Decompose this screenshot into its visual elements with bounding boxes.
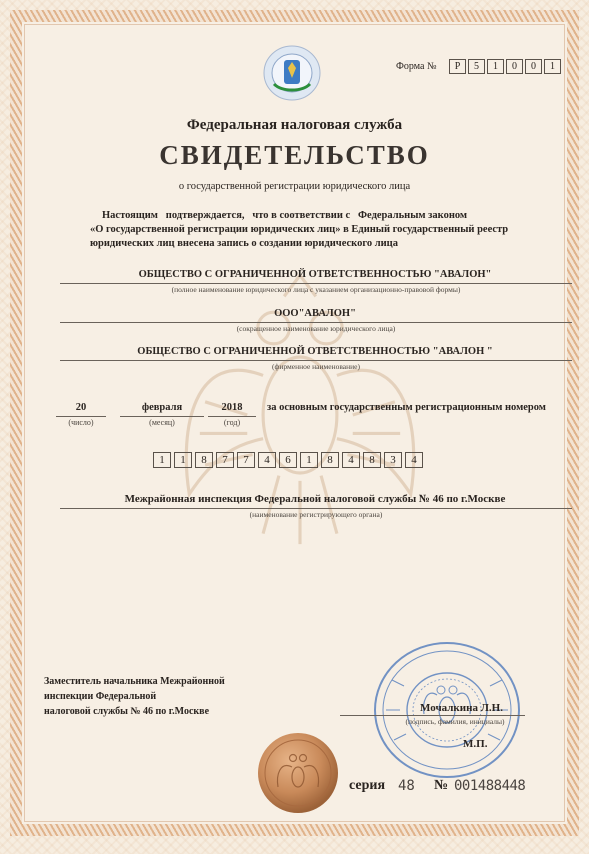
ogrn-number-boxes bbox=[153, 452, 426, 468]
date-year: 2018 bbox=[221, 402, 243, 413]
ogrn-digit: 7 bbox=[216, 452, 234, 468]
ogrn-digit: 4 bbox=[258, 452, 276, 468]
series-number: 001488448 bbox=[454, 778, 526, 794]
agency-name: Федеральная налоговая служба bbox=[186, 117, 403, 133]
form-code-digit: Р bbox=[449, 59, 466, 74]
entity-full-name: ОБЩЕСТВО С ОГРАНИЧЕННОЙ ОТВЕТСТВЕННОСТЬЮ "АВАЛОН" bbox=[138, 269, 492, 280]
page-title: СВИДЕТЕЛЬСТВО bbox=[159, 140, 430, 170]
day-caption: (число) bbox=[68, 418, 94, 427]
year-underline bbox=[208, 416, 256, 417]
ogrn-digit: 8 bbox=[195, 452, 213, 468]
body-line-2: «О государственной регистрации юридических лиц» в Единый государственный реестр bbox=[90, 224, 509, 235]
ogrn-digit: 8 bbox=[363, 452, 381, 468]
month-underline bbox=[120, 416, 204, 417]
ogrn-prefix-text: за основным государственным регистрационным номером bbox=[267, 402, 546, 413]
copper-seal-icon bbox=[256, 731, 340, 815]
signature-underline bbox=[340, 715, 525, 716]
form-code-digit: 0 bbox=[506, 59, 523, 74]
ogrn-digit: 8 bbox=[321, 452, 339, 468]
form-code-digit: 5 bbox=[468, 59, 485, 74]
form-label: Форма № bbox=[396, 61, 437, 72]
entity-short-name: ООО"АВАЛОН" bbox=[274, 308, 356, 319]
date-day: 20 bbox=[75, 402, 87, 413]
registering-authority: Межрайонная инспекция Федеральной налоговой службы № 46 по г.Москве bbox=[124, 493, 506, 505]
ogrn-digit: 1 bbox=[300, 452, 318, 468]
body-line-1: Настоящим подтверждается, что в соответствии с Федеральным законом bbox=[102, 210, 468, 221]
year-caption: (год) bbox=[223, 418, 241, 427]
hologram-emblem-icon bbox=[262, 44, 322, 102]
ogrn-digit: 4 bbox=[405, 452, 423, 468]
ogrn-digit: 6 bbox=[279, 452, 297, 468]
form-code-digit: 1 bbox=[487, 59, 504, 74]
firm-name-underline bbox=[60, 360, 572, 361]
signer-title-line-3: налоговой службы № 46 по г.Москве bbox=[44, 706, 210, 717]
certificate-subtitle: о государственной регистрации юридического лица bbox=[178, 181, 411, 192]
short-name-underline bbox=[60, 322, 572, 323]
series-code: 48 bbox=[398, 778, 415, 794]
entity-firm-name: ОБЩЕСТВО С ОГРАНИЧЕННОЙ ОТВЕТСТВЕННОСТЬЮ "АВАЛОН " bbox=[137, 346, 493, 357]
firm-name-caption: (фирменное наименование) bbox=[272, 362, 360, 371]
signer-title-line-2: инспекции Федеральной bbox=[44, 691, 157, 702]
short-name-caption: (сокращенное наименование юридического лица) bbox=[236, 324, 396, 333]
body-line-3: юридических лиц внесена запись о создании юридического лица bbox=[90, 238, 398, 249]
authority-underline bbox=[60, 508, 572, 509]
ogrn-digit: 3 bbox=[384, 452, 402, 468]
signer-name: Мочалкина Л.Н. bbox=[420, 702, 503, 714]
signature-caption: (подпись, фамилия, инициалы) bbox=[405, 717, 505, 726]
date-month: февраля bbox=[141, 402, 183, 413]
form-code-digit: 1 bbox=[544, 59, 561, 74]
month-caption: (месяц) bbox=[149, 418, 175, 427]
authority-caption: (наименование регистрирующего органа) bbox=[249, 510, 383, 519]
ogrn-digit: 4 bbox=[342, 452, 360, 468]
ogrn-digit: 7 bbox=[237, 452, 255, 468]
form-code-boxes bbox=[449, 59, 563, 74]
series-number-sign: № bbox=[434, 778, 449, 793]
signer-title-line-1: Заместитель начальника Межрайонной bbox=[44, 676, 225, 687]
full-name-caption: (полное наименование юридического лица с указанием организационно-правовой формы) bbox=[171, 285, 461, 294]
day-underline bbox=[56, 416, 106, 417]
form-code-digit: 0 bbox=[525, 59, 542, 74]
series-label: серия bbox=[349, 778, 386, 793]
ogrn-digit: 1 bbox=[174, 452, 192, 468]
full-name-underline bbox=[60, 283, 572, 284]
stamp-place-label: М.П. bbox=[463, 738, 488, 750]
ogrn-digit: 1 bbox=[153, 452, 171, 468]
